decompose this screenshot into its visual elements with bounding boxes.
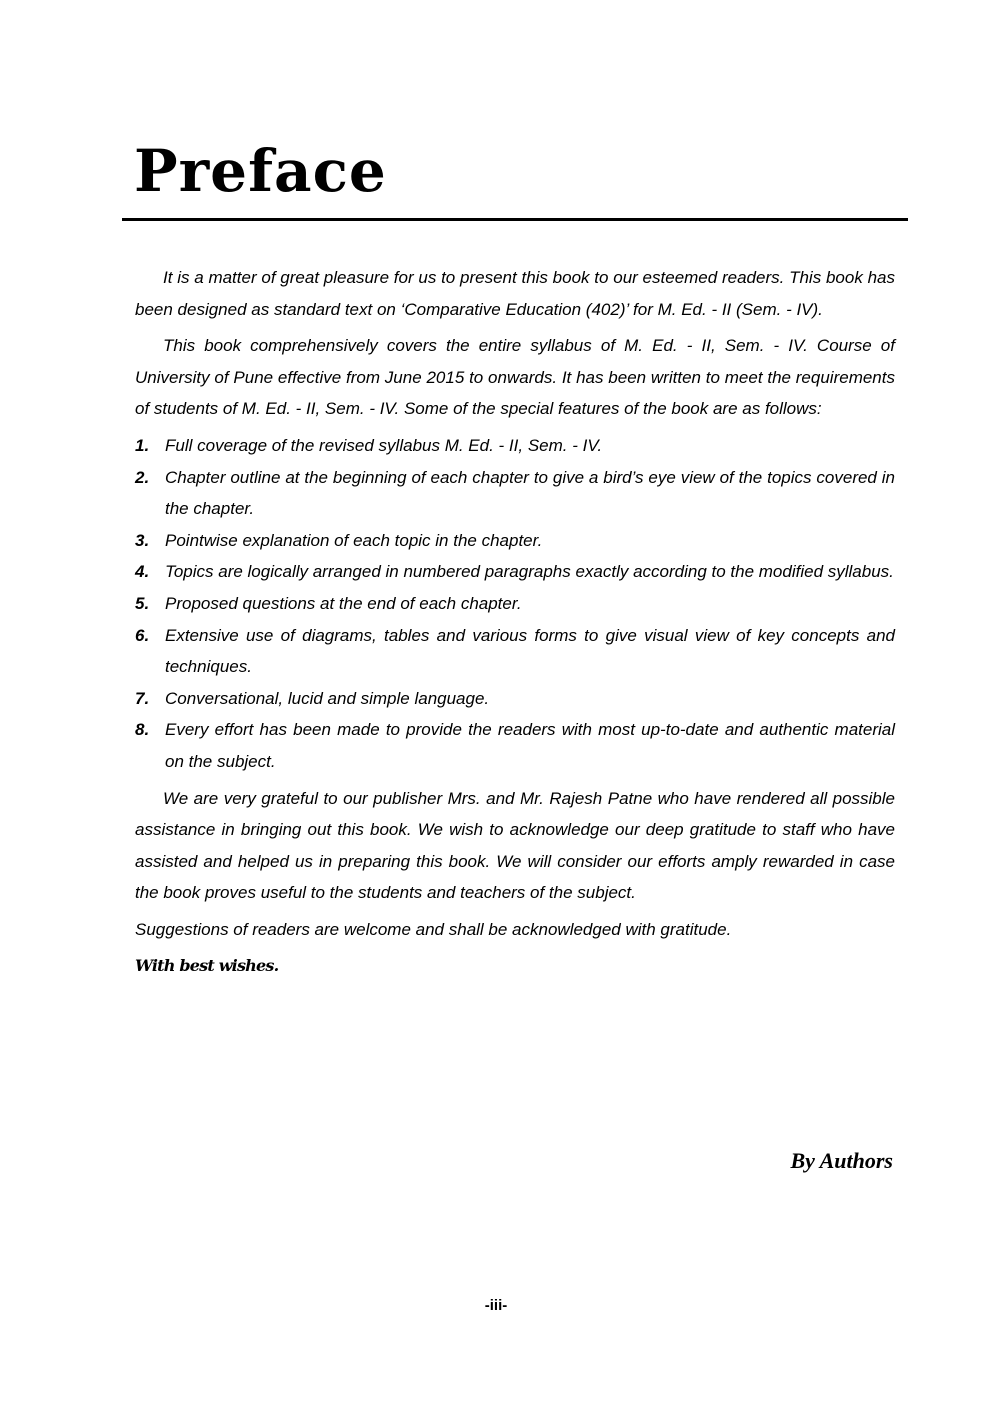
closing-line: With best wishes. [135,956,279,976]
signature: By Authors [790,1148,893,1173]
list-item [135,714,895,777]
list-item-text: Topics are logically arranged in numbered paragraphs exactly according to the modified syllabus. [165,562,894,582]
list-item-text: Pointwise explanation of each topic in the chapter. [165,530,543,550]
list-item [135,620,895,683]
list-item-text: Chapter outline at the beginning of each chapter to give a bird’s eye view of the topics covered in the chapter. [165,467,895,519]
list-item [135,588,895,620]
list-item-number: 1. [135,435,150,455]
preface-body [135,262,895,982]
list-item-text: Proposed questions at the end of each chapter. [165,593,522,613]
list-item [135,556,895,588]
list-item-number: 7. [135,688,150,708]
list-item-number: 2. [135,467,150,487]
list-item-text: Conversational, lucid and simple language. [165,688,490,708]
gratitude-paragraph: We are very grateful to our publisher Mrs. and Mr. Rajesh Patne who have rendered all possible assistance in bringing out this book. We wish to acknowledge our deep gratitude to staff who have assisted and helped us in preparing this book. We will consider our efforts amply rewarded in case the book proves useful to the students and teachers of the subject. [135,788,895,903]
list-item-number: 6. [135,625,150,645]
title-divider [122,218,908,221]
list-item-number: 8. [135,720,150,740]
coverage-paragraph: This book comprehensively covers the entire syllabus of M. Ed. - II, Sem. - IV. Course of University of Pune effective from June 2015 to onwards. It has been written to meet the requirements of students of M. Ed. - II, Sem. - IV. Some of the special features of the book are as follows: [135,336,895,419]
page-title: Preface [134,137,387,205]
page-number: -iii- [484,1297,508,1314]
list-item-number: 5. [135,593,150,613]
list-item-text: Every effort has been made to provide the readers with most up-to-date and authentic material on the subject. [165,720,895,771]
features-list [135,430,895,778]
list-item-text: Full coverage of the revised syllabus M. Ed. - II, Sem. - IV. [165,435,603,455]
suggestions-paragraph: Suggestions of readers are welcome and shall be acknowledged with gratitude. [135,919,732,939]
list-item-text: Extensive use of diagrams, tables and various forms to give visual view of key concepts and techniques. [165,625,895,677]
intro-paragraph: It is a matter of great pleasure for us to present this book to our esteemed readers. This book has been designed as standard text on ‘Comparative Education (402)’ for M. Ed. - II (Sem. - IV). [135,268,895,319]
list-item-number: 4. [135,562,150,582]
list-item [135,683,895,715]
list-item-number: 3. [135,530,150,550]
list-item [135,430,895,462]
list-item [135,525,895,557]
list-item [135,462,895,525]
